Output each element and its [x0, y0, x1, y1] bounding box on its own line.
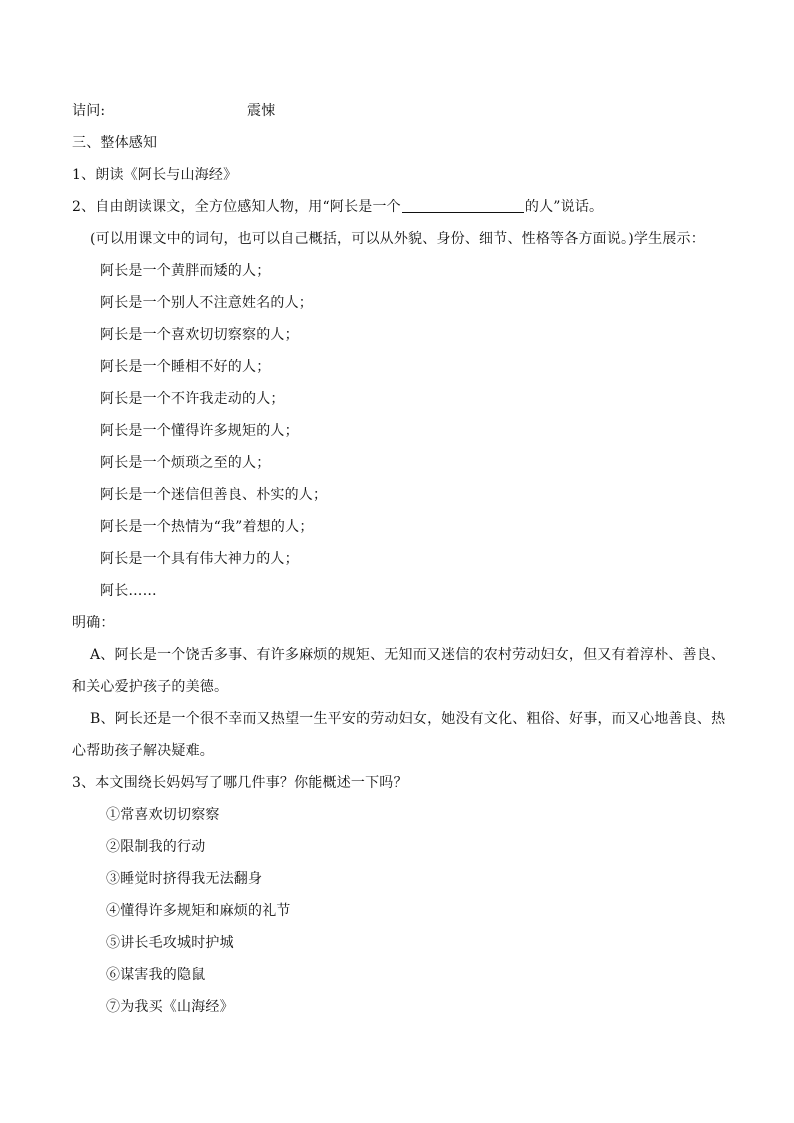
point-a-line-2: 和关心爱护孩子的美德。: [72, 679, 229, 695]
event-item: ⑤讲长毛攻城时护城: [106, 935, 234, 951]
point-b-line-1: B、阿长还是一个很不幸而又热望一生平安的劳动妇女，她没有文化、粗俗、好事，而又心地善良、热: [90, 711, 726, 727]
vocab-word: 震悚: [247, 103, 276, 119]
event-item: ②限制我的行动: [106, 839, 206, 855]
task-1: 1、朗读《阿长与山海经》: [72, 167, 238, 183]
list-item: 阿长是一个睡相不好的人；: [100, 359, 271, 375]
vocab-line: [72, 101, 105, 121]
clarify-label: 明确：: [72, 615, 115, 631]
section-title: 三、整体感知: [72, 135, 158, 151]
task-3: 3、本文围绕长妈妈写了哪几件事？你能概述一下吗？: [72, 775, 408, 791]
list-item: 阿长是一个烦琐之至的人；: [100, 455, 271, 471]
fill-blank: [402, 198, 524, 213]
list-item: 阿长是一个迷信但善良、朴实的人；: [100, 487, 328, 503]
list-item: 阿长是一个黄胖而矮的人；: [100, 263, 271, 279]
task-2: [72, 197, 603, 217]
event-item: ④懂得许多规矩和麻烦的礼节: [106, 903, 291, 919]
list-item: 阿长是一个热情为“我”着想的人；: [100, 519, 314, 535]
event-item: ⑥谋害我的隐鼠: [106, 967, 206, 983]
list-item: 阿长是一个别人不注意姓名的人；: [100, 295, 313, 311]
task-2-before: 2、自由朗读课文，全方位感知人物，用“阿长是一个: [72, 199, 401, 215]
task-2-note: (可以用课文中的词句，也可以自己概括，可以从外貌、身份、细节、性格等各方面说。)学生展示：: [90, 231, 705, 247]
point-b-line-2: 心帮助孩子解决疑难。: [72, 743, 214, 759]
list-item: 阿长……: [100, 583, 157, 599]
vocab-label: 诘问:: [72, 103, 106, 119]
list-item: 阿长是一个不许我走动的人；: [100, 391, 285, 407]
list-item: 阿长是一个懂得许多规矩的人；: [100, 423, 299, 439]
list-item: 阿长是一个喜欢切切察察的人；: [100, 327, 299, 343]
event-item: ③睡觉时挤得我无法翻身: [106, 871, 263, 887]
event-item: ①常喜欢切切察察: [106, 807, 220, 823]
event-item: ⑦为我买《山海经》: [106, 999, 234, 1015]
task-2-after: 的人”说话。: [524, 199, 604, 215]
list-item: 阿长是一个具有伟大神力的人；: [100, 551, 299, 567]
point-a-line-1: A、阿长是一个饶舌多事、有许多麻烦的规矩、无知而又迷信的农村劳动妇女，但又有着淳朴、善良、: [90, 647, 726, 663]
